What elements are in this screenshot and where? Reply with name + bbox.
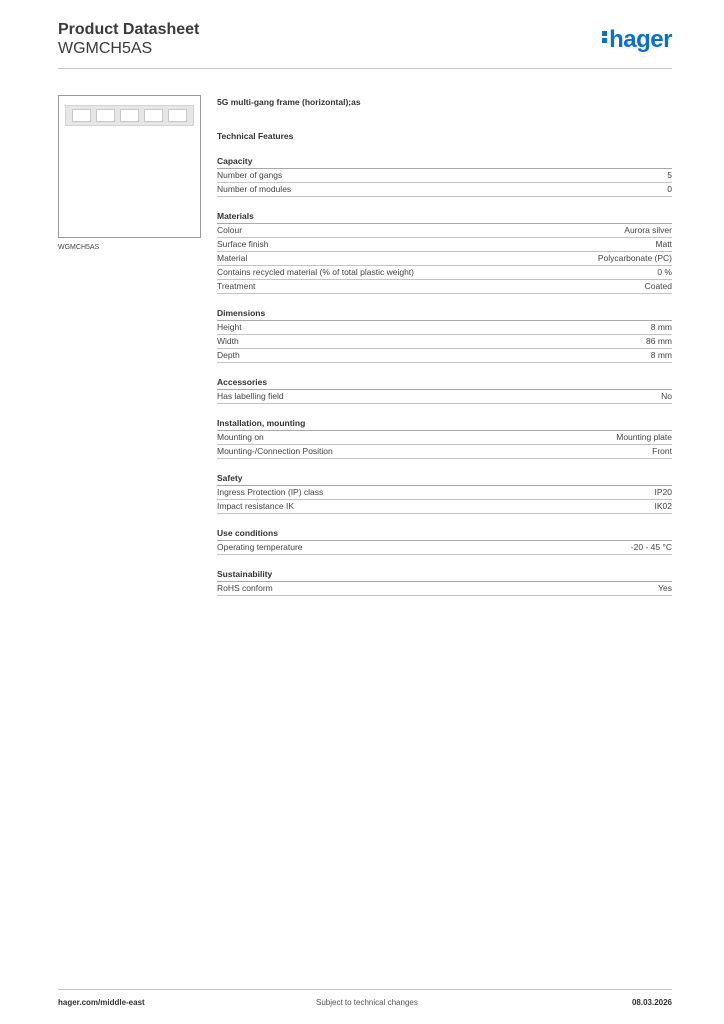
footer-divider bbox=[58, 989, 672, 990]
spec-label: Number of gangs bbox=[217, 170, 283, 180]
spec-row bbox=[217, 500, 672, 514]
spec-value: 8 mm bbox=[650, 322, 672, 332]
spec-row bbox=[217, 486, 672, 500]
spec-label: Contains recycled material (% of total plastic weight) bbox=[217, 267, 414, 277]
spec-value: Matt bbox=[655, 239, 672, 249]
spec-value: Mounting plate bbox=[616, 432, 672, 442]
gang-opening bbox=[96, 109, 115, 122]
spec-value: Coated bbox=[644, 281, 672, 291]
section-title: Capacity bbox=[217, 156, 672, 169]
product-code: WGMCH5AS bbox=[58, 40, 153, 57]
spec-section bbox=[217, 308, 672, 363]
spec-label: Material bbox=[217, 253, 248, 263]
logo-text: hager bbox=[609, 26, 672, 53]
spec-value: Aurora silver bbox=[624, 225, 672, 235]
spec-row bbox=[217, 445, 672, 459]
spec-label: Impact resistance IK bbox=[217, 501, 295, 511]
spec-label: Height bbox=[217, 322, 242, 332]
page-header bbox=[58, 20, 672, 58]
spec-value: 0 % bbox=[657, 267, 672, 277]
spec-section bbox=[217, 473, 672, 514]
section-title: Safety bbox=[217, 473, 672, 486]
spec-row bbox=[217, 252, 672, 266]
section-title: Materials bbox=[217, 211, 672, 224]
spec-label: Ingress Protection (IP) class bbox=[217, 487, 324, 497]
spec-row bbox=[217, 335, 672, 349]
spec-label: Width bbox=[217, 336, 239, 346]
spec-row bbox=[217, 582, 672, 596]
spec-row bbox=[217, 238, 672, 252]
spec-value: Front bbox=[652, 446, 672, 456]
spec-row bbox=[217, 321, 672, 335]
footer-date: 08.03.2026 bbox=[631, 998, 672, 1007]
product-image bbox=[58, 95, 201, 238]
header-divider bbox=[58, 68, 672, 69]
spec-label: Colour bbox=[217, 225, 243, 235]
spec-row bbox=[217, 541, 672, 555]
spec-label: Operating temperature bbox=[217, 542, 303, 552]
footer-website: hager.com/middle-east bbox=[58, 998, 145, 1007]
logo-dots-icon bbox=[602, 29, 608, 45]
section-title: Accessories bbox=[217, 377, 672, 390]
spec-section bbox=[217, 156, 672, 197]
spec-row bbox=[217, 349, 672, 363]
section-title: Use conditions bbox=[217, 528, 672, 541]
spec-value: No bbox=[661, 391, 672, 401]
footer-notice: Subject to technical changes bbox=[316, 998, 418, 1007]
spec-section bbox=[217, 418, 672, 459]
spec-label: Surface finish bbox=[217, 239, 269, 249]
spec-value: IP20 bbox=[654, 487, 672, 497]
spec-label: Mounting-/Connection Position bbox=[217, 446, 333, 456]
spec-label: Has labelling field bbox=[217, 391, 284, 401]
spec-value: 0 bbox=[667, 184, 672, 194]
spec-label: Number of modules bbox=[217, 184, 292, 194]
spec-label: Treatment bbox=[217, 281, 256, 291]
spec-value: 5 bbox=[667, 170, 672, 180]
page-title: Product Datasheet bbox=[58, 21, 200, 38]
spec-row bbox=[217, 169, 672, 183]
image-caption: WGMCH5AS bbox=[58, 244, 100, 251]
spec-value: IK02 bbox=[654, 501, 672, 511]
spec-section bbox=[217, 569, 672, 596]
spec-row bbox=[217, 431, 672, 445]
spec-content bbox=[217, 96, 672, 596]
spec-label: Mounting on bbox=[217, 432, 264, 442]
spec-value: Yes bbox=[658, 583, 672, 593]
spec-row bbox=[217, 266, 672, 280]
product-description: 5G multi-gang frame (horizontal);as bbox=[217, 97, 361, 107]
gang-opening bbox=[144, 109, 163, 122]
spec-label: RoHS conform bbox=[217, 583, 273, 593]
multi-gang-frame-image bbox=[65, 105, 194, 126]
spec-sections bbox=[217, 156, 672, 596]
technical-features-title: Technical Features bbox=[217, 131, 294, 141]
spec-section bbox=[217, 377, 672, 404]
spec-row bbox=[217, 224, 672, 238]
gang-opening bbox=[168, 109, 187, 122]
spec-value: 86 mm bbox=[646, 336, 672, 346]
spec-value: 8 mm bbox=[650, 350, 672, 360]
gang-opening bbox=[72, 109, 91, 122]
section-title: Dimensions bbox=[217, 308, 672, 321]
spec-label: Depth bbox=[217, 350, 240, 360]
spec-section bbox=[217, 528, 672, 555]
spec-value: Polycarbonate (PC) bbox=[597, 253, 672, 263]
section-title: Sustainability bbox=[217, 569, 672, 582]
section-title: Installation, mounting bbox=[217, 418, 672, 431]
gang-opening bbox=[120, 109, 139, 122]
spec-row bbox=[217, 183, 672, 197]
spec-section bbox=[217, 211, 672, 294]
spec-row bbox=[217, 390, 672, 404]
spec-value: -20 - 45 °C bbox=[630, 542, 672, 552]
spec-row bbox=[217, 280, 672, 294]
hager-logo bbox=[602, 26, 672, 54]
